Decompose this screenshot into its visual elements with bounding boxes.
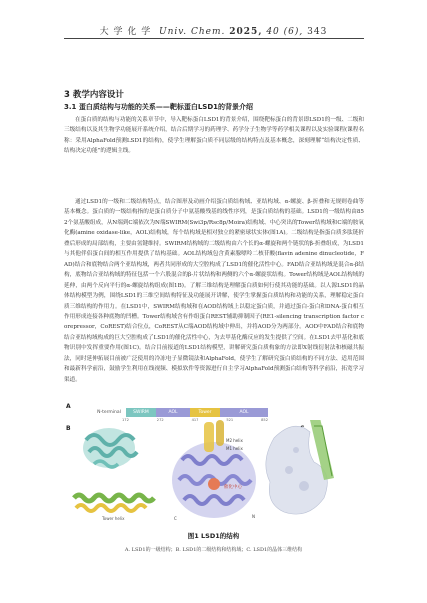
panel-label-a: A [66, 403, 71, 410]
journal-en: Univ. Chem. [158, 27, 226, 37]
protein-structure-figure [64, 420, 364, 528]
annotation-m1-helix: M1 helix [226, 446, 243, 451]
paragraph-1: 在蛋白质的结构与功能的关系章节中，导入靶标蛋白LSD1的背景介绍，围绕靶标蛋白的背景即LSD1的一级、二级和三级结构以及其生物学功能展开系统介绍，结合后期学习的药理学、药学分子生物学等药学相关课程以及实验课程(课程名称：采用AlphaFold预测LSD1的结构)，使学生理解蛋白质不同层级的结构特点及基本概念，深刻理解“结构决定性质、结构决定功能”的逻辑主线。 [64, 117, 364, 155]
annotation-n: N [252, 514, 255, 519]
domain-bar [92, 408, 268, 417]
figure-subcaption: A. LSD1的一级结构；B. LSD1的二级结构和结构域；C. LSD1的晶体三维结构 [124, 547, 303, 553]
journal-cn: 大 学 化 学 [99, 27, 152, 37]
paragraph-2: 通过LSD1的一级和二级结构特点，结合图形及动画介绍蛋白质结构域、亚结构域、α-螺旋、β-折叠和无规则卷曲等基本概念。蛋白质的一级结构指的是蛋白质分子中氨基酸残基的线性序列，是蛋白质结构的基础。LSD1的一级结构由852个氨基酸组成，从N端到C端依次为N端SWIRM(Swi3p/Rsc8p/Moira)结构域、中心突出的Tower结构域和C端的胺氧化酶(amine oxidase-like，AOL)结构域，每个结构域是相对独立的紧密球状实体(图1A)。二级结构是指蛋白质多肽链折叠后形成的局部结构，主要由氢键维持。SWIRM结构域的二级结构由六个长的α-螺旋和两个链状的β-折叠组成，为LSD1与其他伴侣蛋白间的相互作用提供了结构基础。AOL结构域包含黄素腺嘌呤二核苷酸(flavin adenine dinucleotide，FAD)结合和底物结合两个亚结构域，两者共同形成的大空腔构成了LSD1的催化活性中心。FAD结合亚结构域是混合α-β结构，底物结合亚结构域的特征包括一个六股混合的β-片状结构和两侧的六个α-螺旋状结构。Tower结构域是AOL结构域的延伸，由两个反向平行的α-螺旋结构组成(图1B)。了解三维结构是理解蛋白质如何行使其功能的基础。以人源LSD1的晶体结构模型为例，围绕LSD1的三维空间结构特征及功能展开讲解，使学生掌握蛋白质结构和功能的关系，理解稳定蛋白质三维结构的作用力。在LSD1中，SWIRM结构域和在AOD结构域上以稳定蛋白质，并通过蛋白-蛋白和DNA-蛋白相互作用形成连接各种底物的凹槽。Tower结构域含有作组蛋白REST辅助抑制因子(RE1-silencing transcription factor corepressor，CoREST)结合位点，CoREST从C端AOD结构域中伸出，并将AOD分为两部分。AOD中FAD结合和底物结合亚结构域构成的巨大空腔构成了LSD1的催化活性中心，为去甲基化酶反应的发生提供了空间。在LSD1去甲基化和底物识别中发挥重要作用(图1C)。结合目前报道的LSD1结构模型，讲解研究蛋白质构象的方法即X射线衍射法和核磁共振法，同时延伸拓展目前被广泛使用的冷冻电子显微镜法和AlphaFold，使学生了解研究蛋白质结构的不同方法、适用范围和最新科学前沿，鼓励学生利用在线视频、模拟软件等资源进行自主学习AlphaFold预测蛋白结构等科学前沿，拓宽学习渠道。 [64, 199, 364, 383]
annotation-c: C [174, 516, 177, 521]
annotation-m2-helix: M2 helix [226, 438, 243, 443]
domain-segment: Tower [190, 408, 220, 417]
domain-segment: AOL [220, 408, 268, 417]
residue-number: 852 [261, 418, 268, 422]
journal-year: 2025, [229, 27, 263, 37]
residue-number: 272 [156, 418, 164, 422]
residue-number: 172 [122, 418, 129, 422]
journal-volume: 40 (6), [266, 27, 304, 37]
annotation-tower-helix: Tower helix [102, 516, 125, 521]
residue-number: 417 [191, 418, 199, 422]
annotation-catalytic-center: 催化中心 [224, 485, 242, 490]
header-rule [64, 38, 364, 39]
panel-label-b: B [66, 425, 71, 432]
domain-segment: SWIRM [126, 408, 156, 417]
domain-segment: AOL [156, 408, 190, 417]
residue-number: 521 [226, 418, 234, 422]
domain-segment: N-terminal [97, 410, 121, 415]
aol-structure [172, 420, 256, 518]
section-heading: 3 教学内容设计 [64, 90, 124, 100]
section-subheading: 3.1 蛋白质结构与功能的关系——靶标蛋白LSD1的背景介绍 [64, 103, 254, 111]
tower-helix-left [74, 495, 154, 511]
journal-page: 343 [307, 27, 328, 37]
swirm-structure [83, 428, 137, 468]
running-header [0, 24, 427, 37]
crystal-structure [266, 420, 334, 514]
figure-caption: 图1 LSD1的结构 [187, 532, 240, 540]
